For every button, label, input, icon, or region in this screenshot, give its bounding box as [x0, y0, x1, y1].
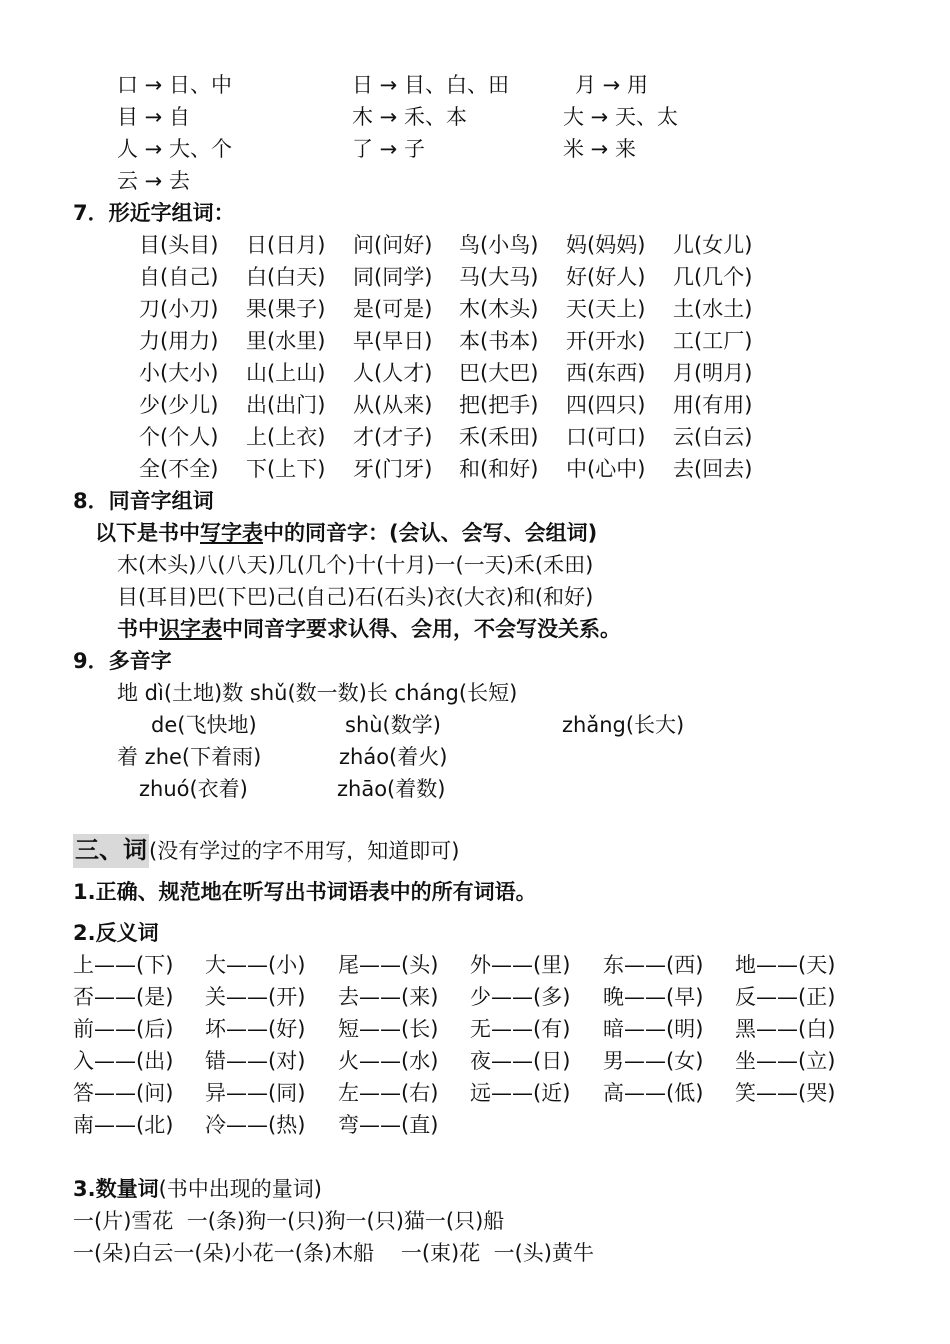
word-cell: 把(把手)	[459, 393, 539, 417]
antonym-pair: 笑——(哭)	[735, 1081, 836, 1105]
word-cell: 问(问好)	[353, 233, 433, 257]
antonym-pair: 远——(近)	[470, 1081, 571, 1105]
antonym-pair: 南——(北)	[73, 1113, 174, 1137]
homophone-line: 木(木头)八(八天)几(几个)十(十月)一(一天)禾(禾田)	[117, 553, 594, 577]
word-cell: 刀(小刀)	[139, 297, 219, 321]
antonym-pair: 坏——(好)	[205, 1017, 306, 1041]
word-cell: 禾(禾田)	[459, 425, 539, 449]
word-cell: 果(果子)	[246, 297, 326, 321]
word-cell: 巴(大巴)	[459, 361, 539, 385]
note-text: 书中	[117, 617, 159, 641]
word-cell: 云(白云)	[673, 425, 753, 449]
word-cell: 力(用力)	[139, 329, 219, 353]
word-cell: 人(人才)	[353, 361, 433, 385]
quantifier-line: 一(片)雪花 一(条)狗一(只)狗一(只)猫一(只)船	[73, 1209, 505, 1233]
word-cell: 上(上衣)	[246, 425, 326, 449]
antonym-pair: 冷——(热)	[205, 1113, 306, 1137]
word-cell: 个(个人)	[139, 425, 219, 449]
word-cell: 用(有用)	[673, 393, 753, 417]
item-2-title: 2.反义词	[73, 921, 159, 945]
word-cell: 口(可口)	[566, 425, 646, 449]
antonym-pair: 夜——(日)	[470, 1049, 571, 1073]
intro-text: 中的同音字：(会认、会写、会组词)	[263, 521, 598, 545]
polyphone-item: 着 zhe(下着雨)	[117, 745, 262, 769]
polyphone-item: zhǎng(长大)	[562, 713, 685, 737]
word-cell: 马(大马)	[459, 265, 539, 289]
antonym-pair: 高——(低)	[603, 1081, 704, 1105]
derivation-cell: 了 → 子	[352, 137, 425, 161]
word-cell: 和(和好)	[459, 457, 539, 481]
word-cell: 全(不全)	[139, 457, 219, 481]
word-cell: 里(水里)	[246, 329, 326, 353]
item-3-title	[73, 1174, 322, 1204]
polyphone-item: zhuó(衣着)	[139, 777, 248, 801]
antonym-pair: 短——(长)	[338, 1017, 439, 1041]
word-cell: 月(明月)	[673, 361, 753, 385]
item-3-note: (书中出现的量词)	[158, 1177, 322, 1201]
section-8-title: 8．同音字组词	[73, 489, 214, 513]
derivation-cell: 口 → 日、中	[117, 73, 232, 97]
word-cell: 儿(女儿)	[673, 233, 753, 257]
word-cell: 目(头目)	[139, 233, 219, 257]
word-cell: 四(四只)	[566, 393, 646, 417]
word-cell: 自(自己)	[139, 265, 219, 289]
word-cell: 开(开水)	[566, 329, 646, 353]
antonym-pair: 左——(右)	[338, 1081, 439, 1105]
polyphone-item: shù(数学)	[345, 713, 441, 737]
word-cell: 山(上山)	[246, 361, 326, 385]
derivation-cell: 云 → 去	[117, 169, 190, 193]
word-cell: 下(上下)	[246, 457, 326, 481]
part-3-title: 三、词	[73, 834, 149, 868]
word-cell: 是(可是)	[353, 297, 433, 321]
derivation-cell: 米 → 来	[563, 137, 636, 161]
antonym-pair: 无——(有)	[470, 1017, 571, 1041]
derivation-cell: 月 → 用	[575, 73, 648, 97]
section-8-intro	[95, 518, 597, 548]
part-3-note: (没有学过的字不用写，知道即可)	[149, 839, 460, 863]
word-cell: 早(早日)	[353, 329, 433, 353]
section-7-title: 7．形近字组词：	[73, 201, 235, 225]
word-cell: 妈(妈妈)	[566, 233, 646, 257]
section-9-title: 9．多音字	[73, 649, 172, 673]
antonym-pair: 入——(出)	[73, 1049, 174, 1073]
intro-text: 以下是书中	[95, 521, 200, 545]
homophone-line: 目(耳目)巴(下巴)己(自己)石(石头)衣(大衣)和(和好)	[117, 585, 594, 609]
antonym-pair: 地——(天)	[735, 953, 836, 977]
antonym-pair: 大——(小)	[205, 953, 306, 977]
antonym-pair: 火——(水)	[338, 1049, 439, 1073]
antonym-pair: 黑——(白)	[735, 1017, 836, 1041]
word-cell: 几(几个)	[673, 265, 753, 289]
antonym-pair: 坐——(立)	[735, 1049, 836, 1073]
polyphone-line: 地 dì(土地)数 shǔ(数一数)长 cháng(长短)	[117, 681, 518, 705]
antonym-pair: 否——(是)	[73, 985, 174, 1009]
antonym-pair: 前——(后)	[73, 1017, 174, 1041]
item-1: 1.正确、规范地在听写出书词语表中的所有词语。	[73, 880, 537, 904]
word-cell: 土(水土)	[673, 297, 753, 321]
antonym-pair: 尾——(头)	[338, 953, 439, 977]
section-8-note	[117, 614, 621, 644]
word-cell: 好(好人)	[566, 265, 646, 289]
antonym-pair: 晚——(早)	[603, 985, 704, 1009]
antonym-pair: 关——(开)	[205, 985, 306, 1009]
item-3-label: 3.数量词	[73, 1177, 159, 1201]
antonym-pair: 异——(同)	[205, 1081, 306, 1105]
word-cell: 鸟(小鸟)	[459, 233, 539, 257]
antonym-pair: 少——(多)	[470, 985, 571, 1009]
antonym-pair: 暗——(明)	[603, 1017, 704, 1041]
derivation-cell: 人 → 大、个	[117, 137, 232, 161]
word-cell: 才(才子)	[353, 425, 433, 449]
quantifier-line: 一(朵)白云一(朵)小花一(条)木船 一(束)花 一(头)黄牛	[73, 1241, 594, 1265]
derivation-cell: 大 → 天、太	[563, 105, 678, 129]
antonym-pair: 去——(来)	[338, 985, 439, 1009]
part-3-heading	[73, 835, 459, 866]
word-cell: 白(白天)	[246, 265, 326, 289]
antonym-pair: 答——(问)	[73, 1081, 174, 1105]
antonym-pair: 东——(西)	[603, 953, 704, 977]
derivation-cell: 日 → 目、白、田	[352, 73, 509, 97]
word-cell: 工(工厂)	[673, 329, 753, 353]
antonym-pair: 弯——(直)	[338, 1113, 439, 1137]
word-cell: 同(同学)	[353, 265, 433, 289]
word-cell: 本(书本)	[459, 329, 539, 353]
word-cell: 木(木头)	[459, 297, 539, 321]
note-text: 中同音字要求认得、会用，不会写没关系。	[222, 617, 621, 641]
word-cell: 出(出门)	[246, 393, 326, 417]
word-cell: 中(心中)	[566, 457, 646, 481]
antonym-pair: 上——(下)	[73, 953, 174, 977]
antonym-pair: 反——(正)	[735, 985, 836, 1009]
antonym-pair: 错——(对)	[205, 1049, 306, 1073]
word-cell: 少(少儿)	[139, 393, 219, 417]
word-cell: 小(大小)	[139, 361, 219, 385]
word-cell: 从(从来)	[353, 393, 433, 417]
derivation-cell: 目 → 自	[117, 105, 190, 129]
antonym-pair: 男——(女)	[603, 1049, 704, 1073]
polyphone-item: zháo(着火)	[339, 745, 448, 769]
intro-underlined: 写字表	[200, 521, 263, 545]
note-underlined: 识字表	[159, 617, 222, 641]
derivation-cell: 木 → 禾、本	[352, 105, 467, 129]
word-cell: 去(回去)	[673, 457, 753, 481]
word-cell: 天(天上)	[566, 297, 646, 321]
word-cell: 西(东西)	[566, 361, 646, 385]
antonym-pair: 外——(里)	[470, 953, 571, 977]
polyphone-item: de(飞快地)	[151, 713, 257, 737]
word-cell: 牙(门牙)	[353, 457, 433, 481]
word-cell: 日(日月)	[246, 233, 326, 257]
polyphone-item: zhāo(着数)	[337, 777, 446, 801]
